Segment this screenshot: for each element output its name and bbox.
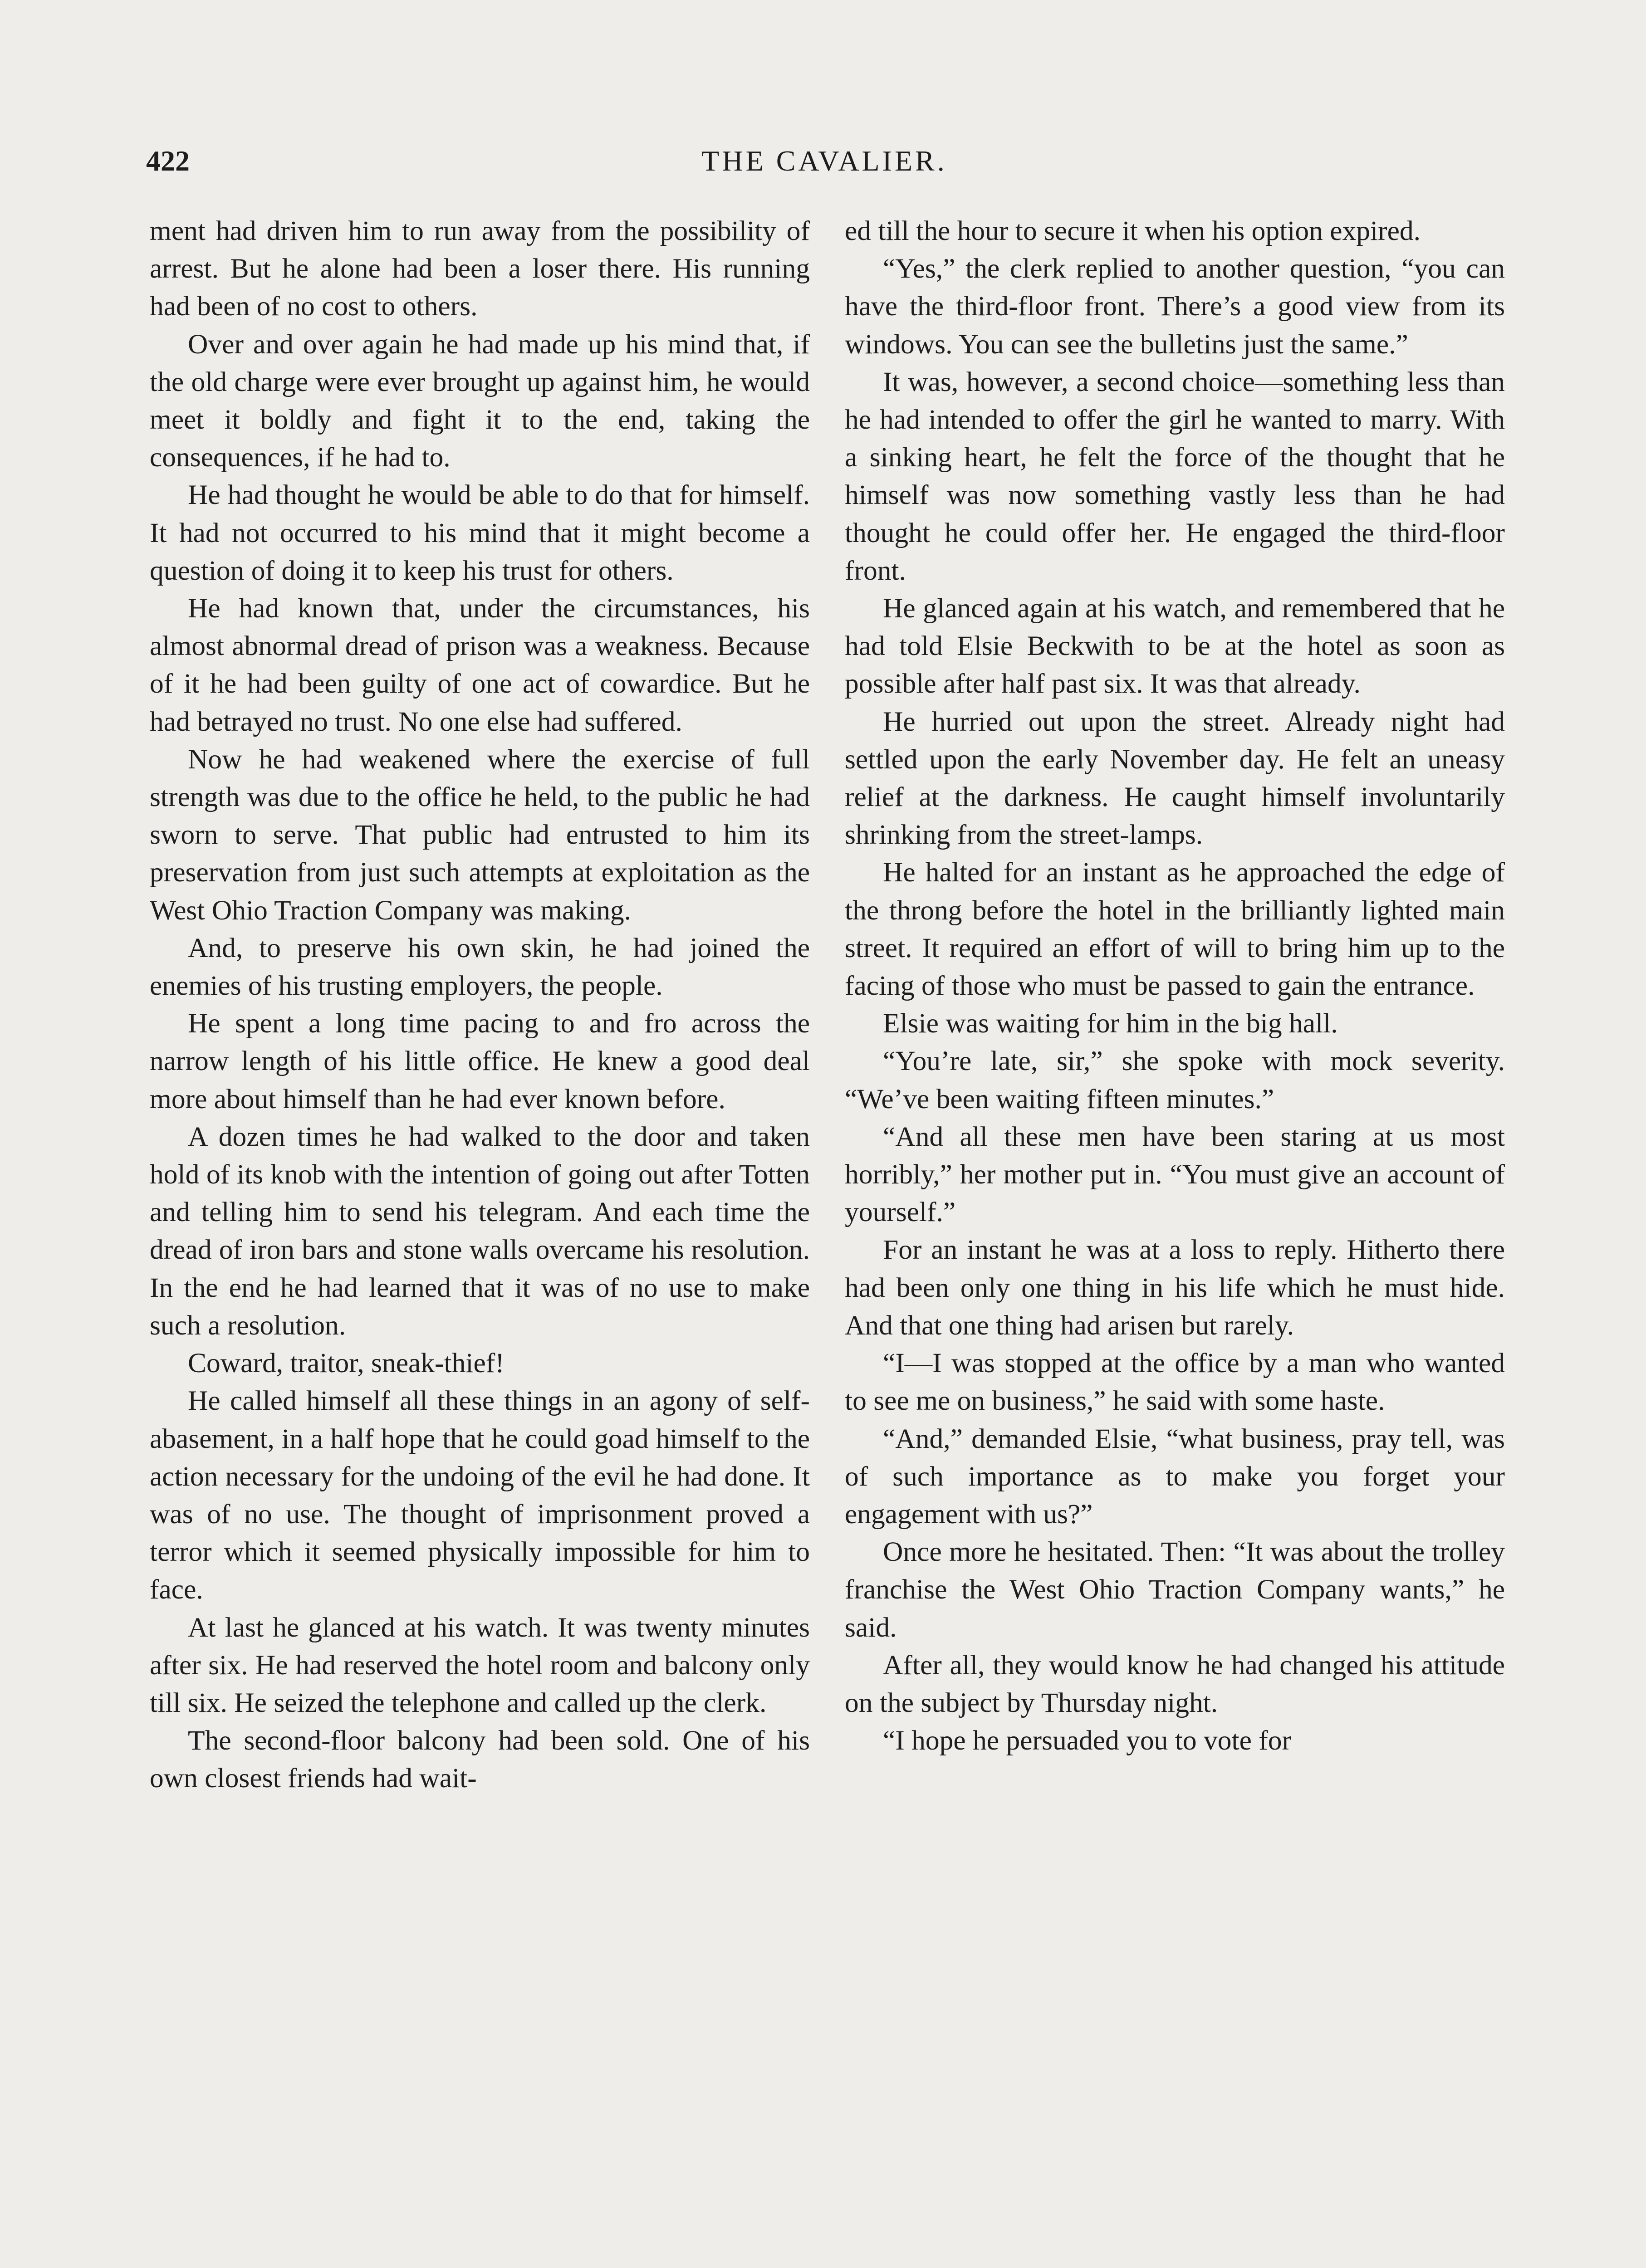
paragraph: A dozen times he had walked to the door and taken hold of its knob with the intention of going out after Totten and telling him to send his telegram. And each time the dread of iron bars and stone walls overcame his resolution. In the end he had learned that it was of no use to make such a resolution.: [150, 1121, 810, 1341]
paragraph: For an instant he was at a loss to reply. Hitherto there had been only one thing in his life which he must hide. And that one thing had arisen but rarely.: [845, 1234, 1505, 1341]
paragraph: At last he glanced at his watch. It was twenty minutes after six. He had reserved the hotel room and balcony only till six. He seized the telephone and called up the clerk.: [150, 1612, 810, 1718]
paragraph: “And,” demanded Elsie, “what business, pray tell, was of such importance as to make you forget your engagement with us?”: [845, 1423, 1505, 1530]
paragraph: He had known that, under the circumstances, his almost abnormal dread of prison was a weakness. Because of it he had been guilty of one act of cowardice. But he had betrayed no trust. No one else had suffered.: [150, 593, 810, 737]
paragraph: “I—I was stopped at the office by a man who wanted to see me on business,” he said with some haste.: [845, 1348, 1505, 1417]
paragraph: “You’re late, sir,” she spoke with mock severity. “We’ve been waiting fifteen minutes.”: [845, 1046, 1505, 1114]
paragraph: “I hope he persuaded you to vote for: [883, 1725, 1291, 1756]
running-head: THE CAVALIER.: [701, 145, 947, 177]
paragraph: He had thought he would be able to do that for himself. It had not occurred to his mind that it might become a question of doing it to keep his trust for others.: [150, 479, 810, 586]
page-header: [146, 136, 1503, 186]
paragraph: He hurried out upon the street. Already night had settled upon the early November day. He felt an uneasy relief at the darkness. He caught himself involuntarily shrinking from the street-lamps.: [845, 706, 1505, 850]
paragraph: He spent a long time pacing to and fro across the narrow length of his little office. He knew a good deal more about himself than he had ever known before.: [150, 1008, 810, 1114]
paragraph: Over and over again he had made up his mind that, if the old charge were ever brought up against him, he would meet it boldly and fight it to the end, taking the consequences, if he had to.: [150, 328, 810, 473]
paragraph: He halted for an instant as he approached the edge of the throng before the hotel in the brilliantly lighted main street. It required an effort of will to bring him up to the facing of those who must be passed to gain the entrance.: [845, 857, 1505, 1002]
right-column: [845, 212, 1505, 1760]
paragraph: He called himself all these things in an agony of self-abasement, in a half hope that he could goad himself to the action necessary for the undoing of the evil he had done. It was of no use. The thought of imprisonment proved a terror which it seemed physically impossible for him to face.: [150, 1385, 810, 1605]
paragraph: ment had driven him to run away from the possibility of arrest. But he alone had been a loser there. His running had been of no cost to others.: [150, 215, 810, 322]
paragraph: “And all these men have been staring at us most horribly,” her mother put in. “You must give an account of yourself.”: [845, 1121, 1505, 1228]
paragraph: He glanced again at his watch, and remembered that he had told Elsie Beckwith to be at the hotel as soon as possible after half past six. It was that already.: [845, 593, 1505, 699]
left-column: [150, 212, 810, 1798]
paragraph: Elsie was waiting for him in the big hall.: [883, 1008, 1338, 1039]
paragraph: ed till the hour to secure it when his option expired.: [845, 215, 1421, 246]
paragraph: Once more he hesitated. Then: “It was about the trolley franchise the West Ohio Traction Company wants,” he said.: [845, 1536, 1505, 1643]
paragraph: “Yes,” the clerk replied to another question, “you can have the third-floor front. There’s a good view from its windows. You can see the bulletins just the same.”: [845, 253, 1505, 360]
page-number: 422: [146, 145, 190, 177]
paragraph: Now he had weakened where the exercise of full strength was due to the office he held, to the public he had sworn to serve. That public had entrusted to him its preservation from just such attempts at exploitation as the West Ohio Traction Company was making.: [150, 743, 810, 926]
paragraph: And, to preserve his own skin, he had joined the enemies of his trusting employers, the people.: [150, 932, 810, 1002]
paragraph: Coward, traitor, sneak-thief!: [188, 1348, 505, 1379]
paragraph: After all, they would know he had changed his attitude on the subject by Thursday night.: [845, 1649, 1505, 1718]
paragraph: The second-floor balcony had been sold. One of his own closest friends had wait-: [150, 1725, 810, 1794]
paragraph: It was, however, a second choice—something less than he had intended to offer the girl he wanted to marry. With a sinking heart, he felt the force of the thought that he himself was now something vastly less than he had thought he could offer her. He engaged the third-floor front.: [845, 366, 1505, 586]
